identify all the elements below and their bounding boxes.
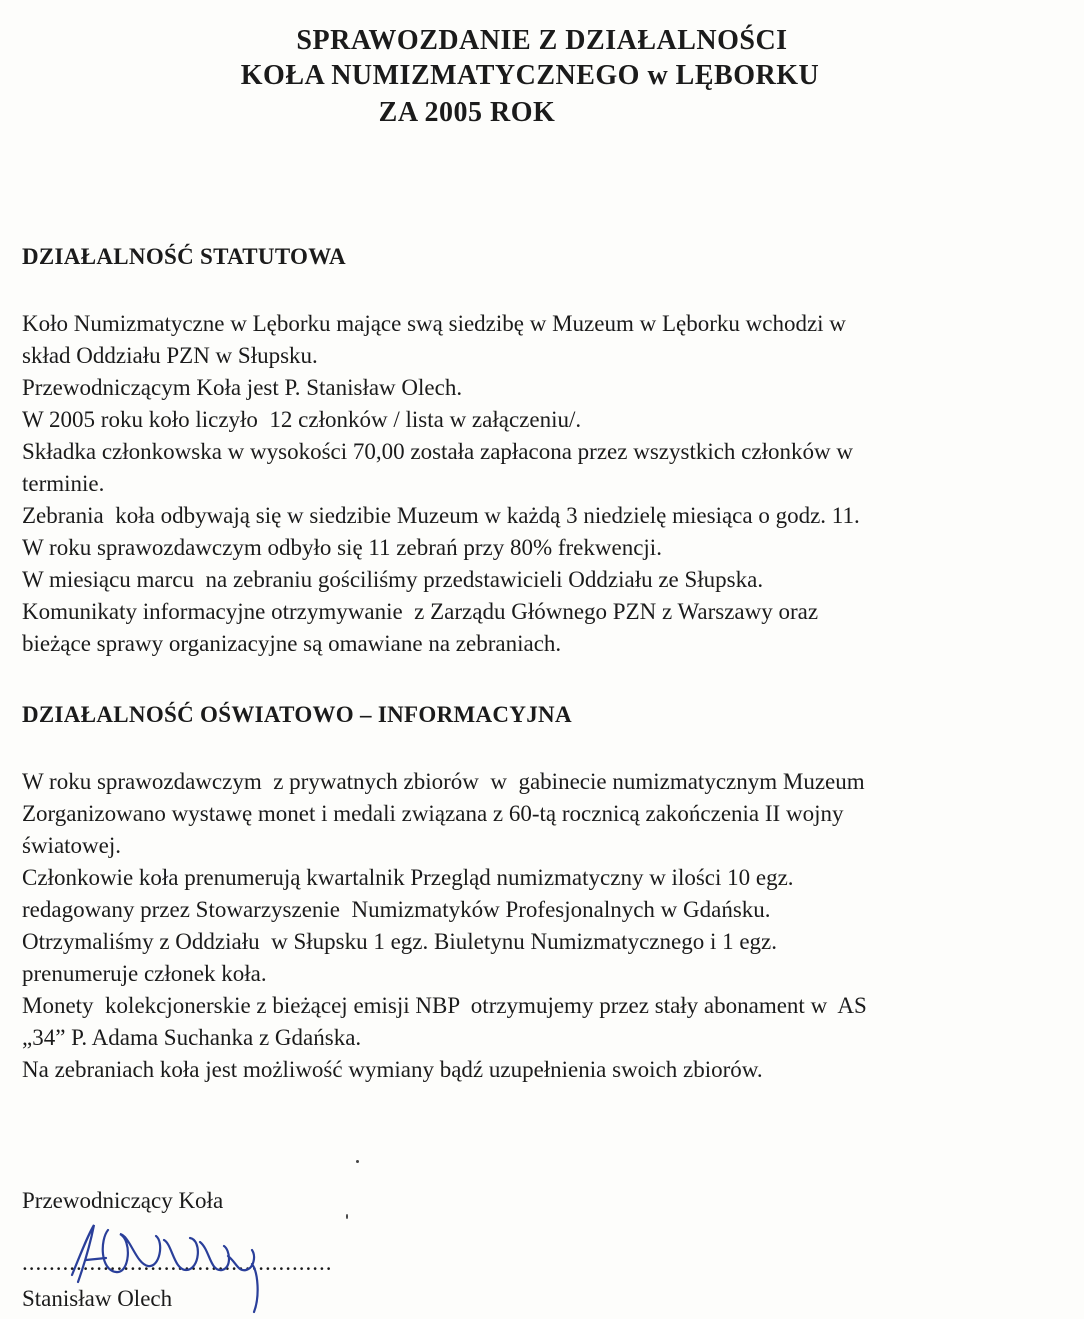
body-line: terminie.: [22, 471, 105, 496]
body-line: Przewodniczącym Koła jest P. Stanisław Olech.: [22, 375, 463, 400]
body-line: światowej.: [22, 833, 122, 858]
body-line: Członkowie koła prenumerują kwartalnik Przegląd numizmatyczny w ilości 10 egz.: [22, 865, 794, 890]
body-line: skład Oddziału PZN w Słupsku.: [22, 343, 318, 368]
body-line: bieżące sprawy organizacyjne są omawiane na zebraniach.: [22, 631, 562, 656]
document-title-line-2: KOŁA NUMIZMATYCZNEGO w LĘBORKU: [240, 60, 820, 91]
handwritten-signature: [60, 1200, 300, 1319]
section-heading-statutory: DZIAŁALNOŚĆ STATUTOWA: [22, 244, 346, 269]
body-line: redagowany przez Stowarzyszenie Numizmatyków Profesjonalnych w Gdańsku.: [22, 897, 771, 922]
section-body-educational: [22, 766, 1072, 1086]
body-line: Zorganizowano wystawę monet i medali związana z 60-tą rocznicą zakończenia II wojny: [22, 801, 844, 826]
body-line: W roku sprawozdawczym z prywatnych zbiorów w gabinecie numizmatycznym Muzeum: [22, 769, 865, 794]
section-body-statutory: [22, 308, 1072, 660]
signature-line: ..............................................: [22, 1250, 333, 1275]
scan-speck: [356, 1160, 359, 1163]
signature-title: Przewodniczący Koła: [22, 1188, 224, 1213]
document-title-line-1: SPRAWOZDANIE Z DZIAŁALNOŚCI: [296, 25, 788, 56]
signatory-name: Stanisław Olech: [22, 1286, 173, 1311]
body-line: „34” P. Adama Suchanka z Gdańska.: [22, 1025, 362, 1050]
body-line: W 2005 roku koło liczyło 12 członków / lista w załączeniu/.: [22, 407, 582, 432]
scan-speck: [346, 1214, 348, 1219]
body-line: Koło Numizmatyczne w Lęborku mające swą siedzibę w Muzeum w Lęborku wchodzi w: [22, 311, 846, 336]
document-title-line-3: ZA 2005 ROK: [378, 97, 556, 128]
body-line: Monety kolekcjonerskie z bieżącej emisji NBP otrzymujemy przez stały abonament w AS: [22, 993, 867, 1018]
body-line: Zebrania koła odbywają się w siedzibie Muzeum w każdą 3 niedzielę miesiąca o godz. 11.: [22, 503, 860, 528]
body-line: Otrzymaliśmy z Oddziału w Słupsku 1 egz. Biuletynu Numizmatycznego i 1 egz.: [22, 929, 778, 954]
body-line: W miesiącu marcu na zebraniu gościliśmy przedstawicieli Oddziału ze Słupska.: [22, 567, 764, 592]
body-line: W roku sprawozdawczym odbyło się 11 zebrań przy 80% frekwencji.: [22, 535, 662, 560]
body-line: Składka członkowska w wysokości 70,00 została zapłacona przez wszystkich członków w: [22, 439, 853, 464]
body-line: Na zebraniach koła jest możliwość wymiany bądź uzupełnienia swoich zbiorów.: [22, 1057, 763, 1082]
section-heading-educational: DZIAŁALNOŚĆ OŚWIATOWO – INFORMACYJNA: [22, 702, 572, 727]
body-line: Komunikaty informacyjne otrzymywanie z Zarządu Głównego PZN z Warszawy oraz: [22, 599, 819, 624]
body-line: prenumeruje członek koła.: [22, 961, 267, 986]
